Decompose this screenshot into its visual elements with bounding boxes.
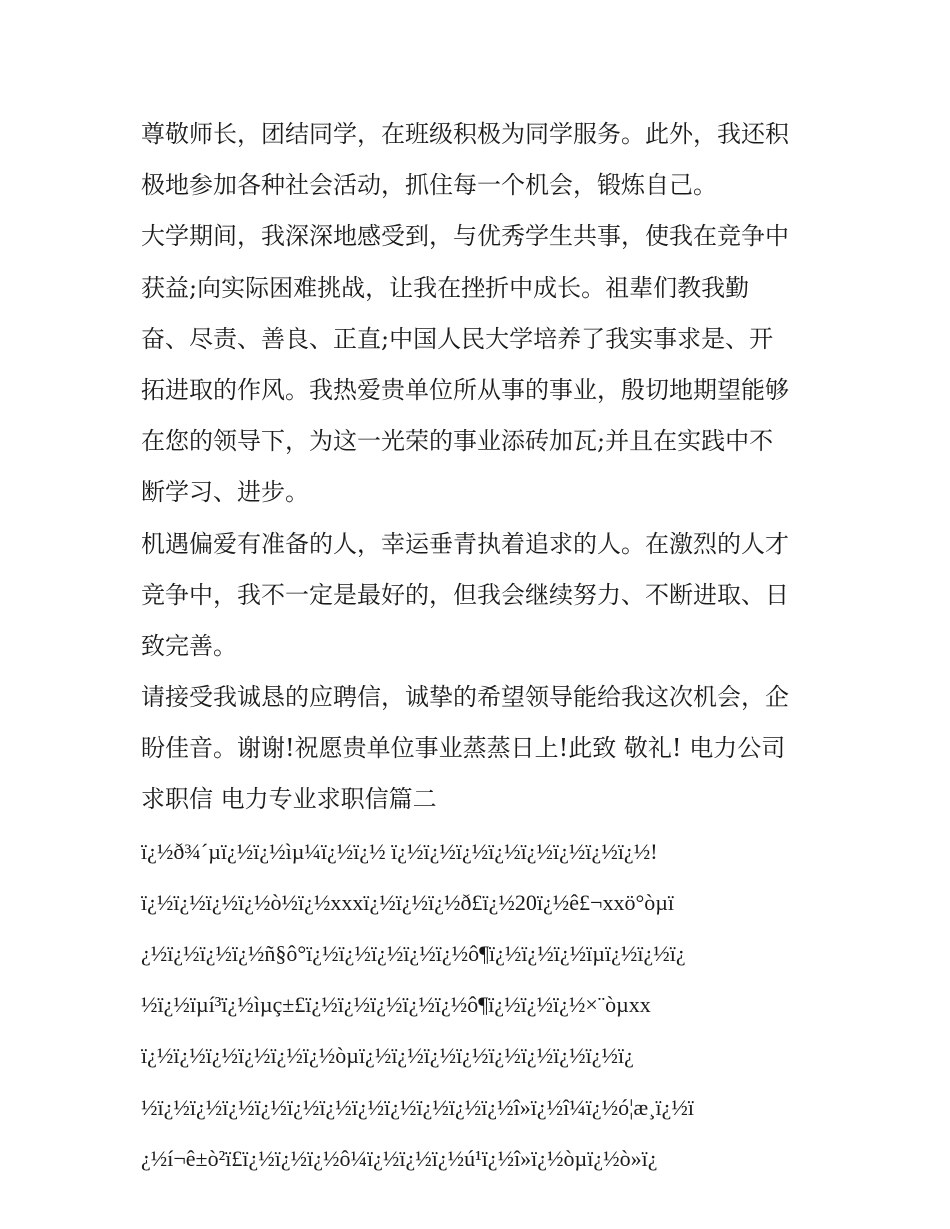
garbled-text-line: ½ï¿½ï¿½ï¿½ï¿½ï¿½ï¿½ï¿½ï¿½ï¿½ï¿½ï¿½î»ï¿½î¼ï¿½ó¦æ¸ï¿½ï xyxy=(141,1094,695,1120)
text-line: 竞争中，我不一定是最好的，但我会继续努力、不断进取、日 xyxy=(141,580,789,609)
garbled-text-line: ï¿½ð¾´µï¿½ï¿½ìµ¼ï¿½ï¿½ ï¿½ï¿½ï¿½ï¿½ï¿½ï¿½ï¿½ï¿½! xyxy=(141,838,658,864)
text-line: 致完善。 xyxy=(141,631,237,660)
text-line: 请接受我诚恳的应聘信，诚挚的希望领导能给我这次机会，企 xyxy=(141,683,789,712)
text-line: 大学期间，我深深地感受到，与优秀学生共事，使我在竞争中 xyxy=(141,222,789,251)
text-line: 在您的领导下，为这一光荣的事业添砖加瓦;并且在实践中不 xyxy=(141,427,774,456)
text-line: 断学习、进步。 xyxy=(141,478,309,507)
section-heading: 求职信 电力专业求职信篇二 xyxy=(141,785,437,814)
text-line: 奋、尽责、善良、正直;中国人民大学培养了我实事求是、开 xyxy=(141,324,774,353)
text-line: 尊敬师长，团结同学，在班级积极为同学服务。此外，我还积 xyxy=(141,120,789,148)
text-line: 拓进取的作风。我热爱贵单位所从事的事业，殷切地期望能够 xyxy=(141,375,789,404)
garbled-text-line: ï¿½ï¿½ï¿½ï¿½ï¿½ï¿½òµï¿½ï¿½ï¿½ï¿½ï¿½ï¿½ï¿½ï¿½ï¿ xyxy=(141,1043,634,1069)
garbled-text-line: ï¿½ï¿½ï¿½ï¿½ò½ï¿½xxxï¿½ï¿½ï¿½ð£ï¿½20ï¿½ê£¬xxö°òµï xyxy=(141,889,675,915)
text-line: 盼佳音。谢谢!祝愿贵单位事业蒸蒸日上!此致 敬礼! 电力公司 xyxy=(141,734,786,763)
garbled-text-line: ½ï¿½ïµí³ï¿½ìµç±£ï¿½ï¿½ï¿½ï¿½ï¿½ô¶ï¿½ï¿½ï¿½×¨òµxx xyxy=(141,992,651,1018)
garbled-text-line: ¿½ï¿½ï¿½ï¿½ñ§ô°ï¿½ï¿½ï¿½ï¿½ï¿½ô¶ï¿½ï¿½ï¿½ïµï¿½ï¿½ï¿ xyxy=(141,941,686,966)
text-line: 极地参加各种社会活动，抓住每一个机会，锻炼自己。 xyxy=(141,171,717,200)
text-line: 获益;向实际困难挑战，让我在挫折中成长。祖辈们教我勤 xyxy=(141,273,750,302)
document-body xyxy=(141,109,821,1184)
text-line: 机遇偏爱有准备的人，幸运垂青执着追求的人。在激烈的人才 xyxy=(141,529,789,558)
garbled-text-line: ¿½í¬ê±ò²ï£ï¿½ï¿½ï¿½ô¼ï¿½ï¿½ï¿½ú¹ï¿½î»ï¿½òµï¿½ò»ï¿ xyxy=(141,1145,658,1171)
